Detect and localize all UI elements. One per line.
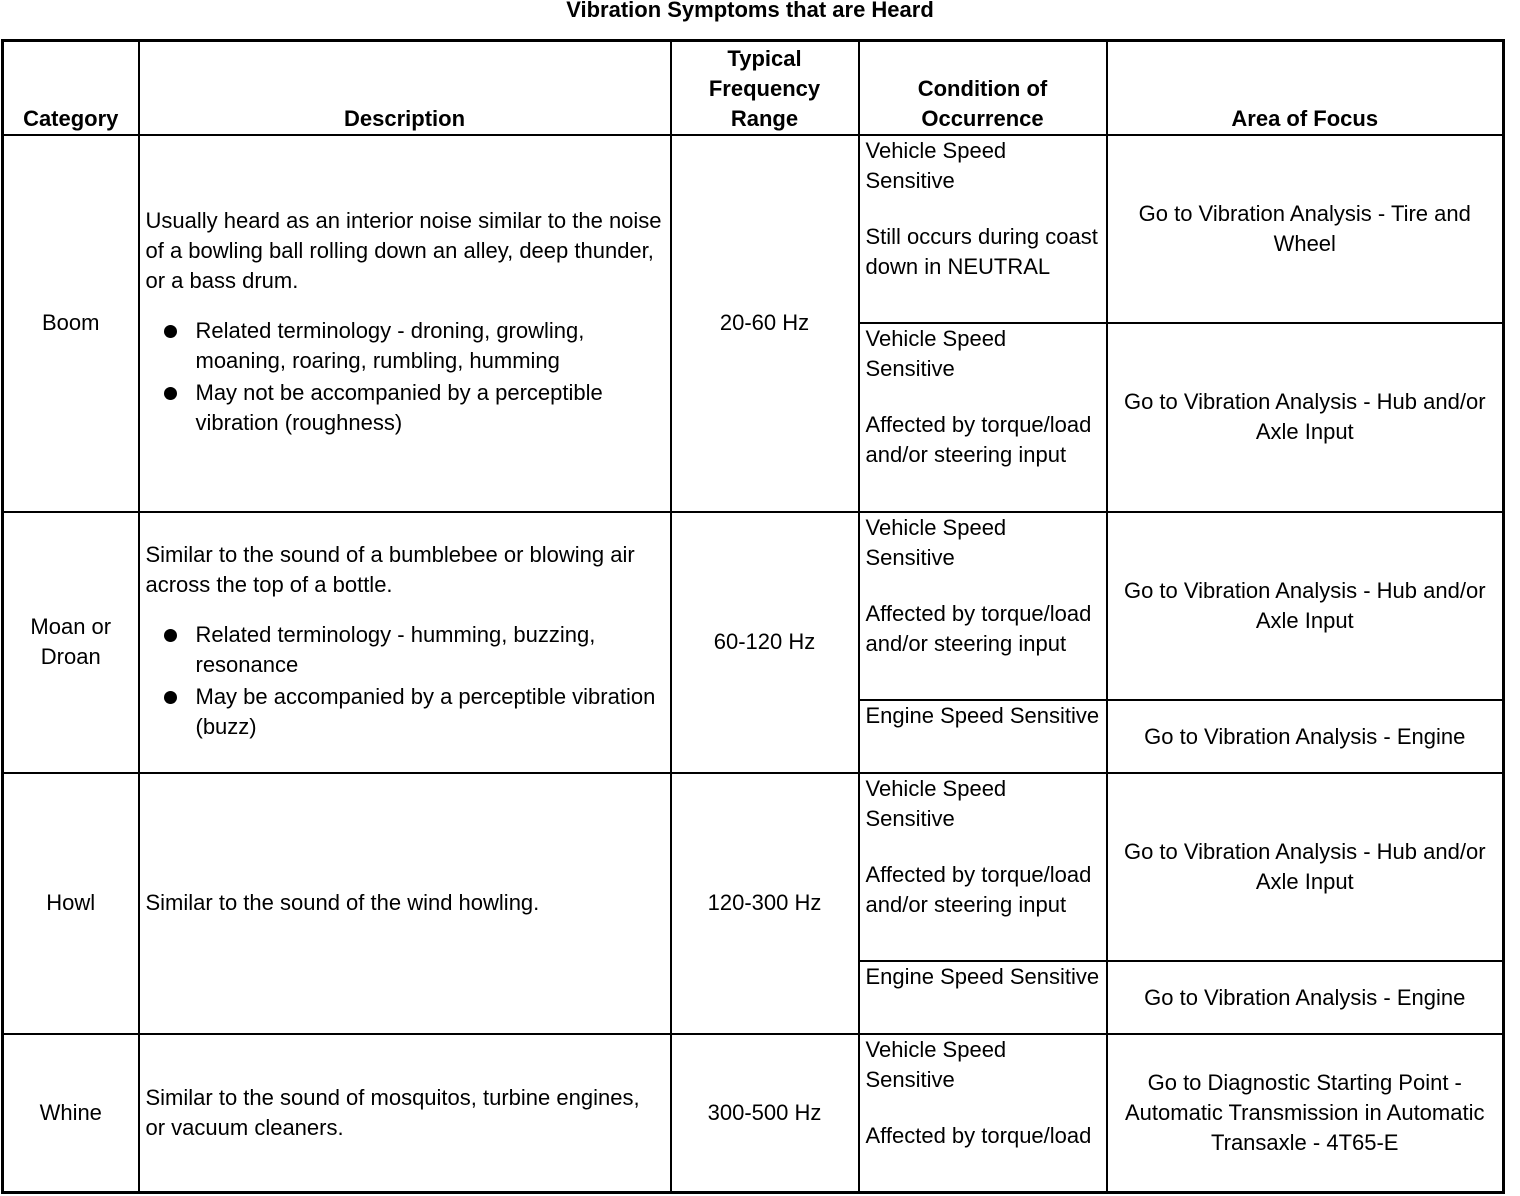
table-row <box>3 135 1504 324</box>
condition-cell <box>859 512 1107 701</box>
description-cell <box>139 773 671 1034</box>
bullet-icon <box>164 691 177 704</box>
condition-text: Affected by torque/load and/or steering input <box>865 600 1092 656</box>
list-item <box>146 316 664 376</box>
description-text: Similar to the sound of the wind howling. <box>145 890 540 916</box>
condition-cell <box>859 323 1107 512</box>
description-cell <box>139 135 671 512</box>
bullet-icon <box>164 325 177 338</box>
frequency-cell: 300-500 Hz <box>671 1034 859 1192</box>
condition-text: Engine Speed Sensitive <box>865 964 1100 990</box>
condition-cell <box>859 1034 1107 1192</box>
document-title: Vibration Symptoms that are Heard <box>566 0 934 22</box>
bullet-text: Related terminology - droning, growling, moaning, roaring, rumbling, humming <box>195 318 585 374</box>
condition-text: Affected by torque/load and/or steering input <box>865 861 1092 917</box>
bullet-icon <box>164 629 177 642</box>
bullet-icon <box>164 387 177 400</box>
description-text: Usually heard as an interior noise similar to the noise of a bowling ball rolling down an alley, deep thunder, or a bass drum. <box>145 208 662 294</box>
description-cell <box>139 512 671 773</box>
table-row <box>3 1034 1504 1192</box>
condition-text: Affected by torque/load <box>865 1123 1092 1149</box>
bullet-text: May not be accompanied by a perceptible vibration (roughness) <box>195 380 603 436</box>
frequency-cell: 60-120 Hz <box>671 512 859 773</box>
condition-text: Vehicle Speed Sensitive <box>865 514 1007 570</box>
header-frequency-line: Frequency <box>708 75 821 101</box>
header-condition-line: Occurrence <box>921 105 1044 131</box>
header-frequency-line: Typical <box>727 45 802 71</box>
focus-cell: Go to Vibration Analysis - Engine <box>1107 961 1504 1034</box>
condition-text: Vehicle Speed Sensitive <box>865 1037 1007 1093</box>
header-frequency-line: Range <box>730 105 799 131</box>
frequency-cell: 120-300 Hz <box>671 773 859 1034</box>
focus-cell: Go to Diagnostic Starting Point - Automatic Transmission in Automatic Transaxle - 4T65-E <box>1107 1034 1504 1192</box>
bullet-text: May be accompanied by a perceptible vibration (buzz) <box>195 684 656 740</box>
category-cell <box>3 512 139 773</box>
header-frequency <box>671 41 859 135</box>
condition-text: Engine Speed Sensitive <box>865 703 1100 729</box>
category-cell: Howl <box>3 773 139 1034</box>
condition-text: Vehicle Speed Sensitive <box>865 137 1007 193</box>
header-category: Category <box>3 41 139 135</box>
condition-text: Vehicle Speed Sensitive <box>865 775 1007 831</box>
focus-cell: Go to Vibration Analysis - Hub and/or Axle Input <box>1107 512 1504 701</box>
list-item <box>146 620 664 680</box>
condition-cell <box>859 773 1107 962</box>
terminology-list <box>146 316 664 438</box>
list-item <box>146 682 664 742</box>
description-text: Similar to the sound of a bumblebee or blowing air across the top of a bottle. <box>145 542 635 598</box>
condition-cell <box>859 961 1107 1034</box>
category-cell: Boom <box>3 135 139 512</box>
description-cell <box>139 1034 671 1192</box>
focus-cell: Go to Vibration Analysis - Hub and/or Axle Input <box>1107 323 1504 512</box>
condition-text: Affected by torque/load and/or steering input <box>865 412 1092 468</box>
condition-text: Still occurs during coast down in NEUTRAL <box>865 223 1098 279</box>
focus-cell: Go to Vibration Analysis - Tire and Wheel <box>1107 135 1504 324</box>
vibration-symptoms-table <box>1 39 1505 1194</box>
frequency-cell: 20-60 Hz <box>671 135 859 512</box>
list-item <box>146 378 664 438</box>
header-focus: Area of Focus <box>1107 41 1504 135</box>
focus-cell: Go to Vibration Analysis - Hub and/or Axle Input <box>1107 773 1504 962</box>
header-description: Description <box>139 41 671 135</box>
focus-cell: Go to Vibration Analysis - Engine <box>1107 700 1504 773</box>
category-cell: Whine <box>3 1034 139 1192</box>
table-header-row <box>3 41 1504 135</box>
condition-text: Vehicle Speed Sensitive <box>865 326 1007 382</box>
header-condition-line: Condition of <box>917 75 1048 101</box>
category-text: Moan or Droan <box>30 614 112 670</box>
description-text: Similar to the sound of mosquitos, turbine engines, or vacuum cleaners. <box>145 1085 640 1141</box>
table-row <box>3 773 1504 962</box>
condition-cell <box>859 135 1107 324</box>
bullet-text: Related terminology - humming, buzzing, resonance <box>195 622 596 678</box>
condition-cell <box>859 700 1107 773</box>
terminology-list <box>146 620 664 742</box>
table-row <box>3 512 1504 701</box>
header-condition <box>859 41 1107 135</box>
